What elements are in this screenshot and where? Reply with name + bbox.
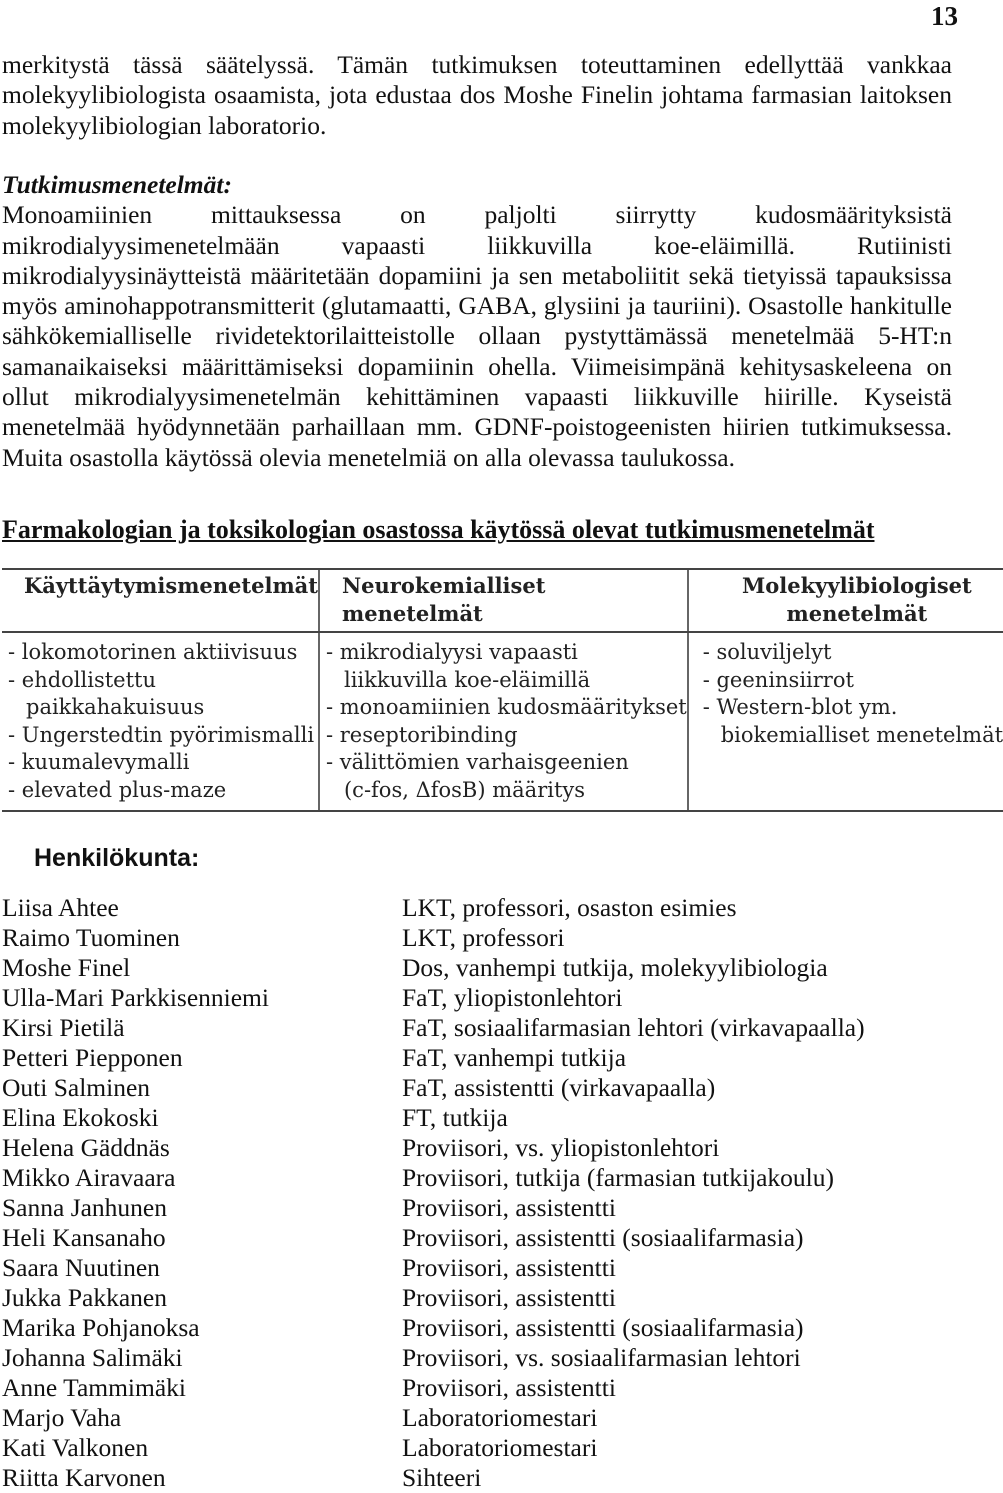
- staff-row: [2, 1433, 952, 1463]
- staff-row: [2, 983, 952, 1013]
- column-header-molecular-line2: menetelmät: [786, 600, 928, 626]
- list-item: - kuumalevymalli: [8, 750, 190, 774]
- staff-name: Heli Kansanaho: [2, 1223, 166, 1252]
- staff-list: [2, 893, 952, 1493]
- staff-row: [2, 1013, 952, 1043]
- staff-title: Laboratoriomestari: [402, 1403, 598, 1432]
- staff-title: Proviisori, assistentti: [402, 1373, 616, 1402]
- staff-title: Proviisori, vs. yliopistonlehtori: [402, 1133, 720, 1162]
- molecular-methods-list: [703, 639, 1003, 749]
- staff-row: [2, 1163, 952, 1193]
- staff-name: Marika Pohjanoksa: [2, 1313, 200, 1342]
- staff-row: [2, 1283, 952, 1313]
- staff-name: Ulla-Mari Parkkisenniemi: [2, 983, 269, 1012]
- column-header-behavioral: Käyttäytymismenetelmät: [2, 569, 319, 632]
- list-item: - mikrodialyysi vapaasti: [325, 640, 578, 664]
- staff-title: Proviisori, vs. sosiaalifarmasian lehtori: [402, 1343, 801, 1372]
- staff-name: Moshe Finel: [2, 953, 131, 982]
- column-cell-molecular: [688, 632, 1003, 811]
- column-header-neurochemical: Neurokemialliset menetelmät: [319, 569, 688, 632]
- staff-row: [2, 893, 952, 923]
- column-cell-neurochemical: [319, 632, 688, 811]
- staff-row: [2, 1133, 952, 1163]
- table-body-row: [2, 632, 1003, 811]
- list-item: biokemialliset menetelmät: [720, 722, 1003, 747]
- page-number: 13: [931, 1, 958, 31]
- list-item: - reseptoribinding: [325, 722, 518, 747]
- neurochemical-methods-list: [326, 639, 687, 804]
- column-header-molecular-line1: Molekyylibiologiset: [742, 573, 972, 598]
- methods-paragraph: [2, 170, 952, 473]
- list-item: paikkahakuisuus: [26, 695, 205, 719]
- staff-name: Marjo Vaha: [2, 1403, 122, 1432]
- table-title: Farmakologian ja toksikologian osastossa käytössä olevat tutkimusmenetelmät: [2, 515, 875, 544]
- list-item: - välittömien varhaisgeenien: [325, 750, 629, 774]
- list-item: liikkuvilla koe-eläimillä: [343, 667, 591, 692]
- list-item: - elevated plus-maze: [8, 777, 227, 802]
- staff-row: [2, 1223, 952, 1253]
- methods-heading: Tutkimusmenetelmät:: [2, 170, 232, 199]
- staff-title: LKT, professori, osaston esimies: [402, 893, 737, 922]
- staff-row: [2, 1073, 952, 1103]
- staff-row: [2, 1103, 952, 1133]
- staff-title: Sihteeri: [402, 1463, 482, 1492]
- staff-row: [2, 1343, 952, 1373]
- column-header-molecular: [688, 569, 1003, 632]
- staff-title: Proviisori, assistentti: [402, 1193, 616, 1222]
- staff-name: Sanna Janhunen: [2, 1193, 168, 1222]
- staff-name: Petteri Piepponen: [2, 1043, 183, 1072]
- list-item: (c-fos, ΔfosB) määritys: [343, 777, 586, 802]
- staff-row: [2, 923, 952, 953]
- staff-heading: Henkilökunta:: [34, 844, 200, 872]
- staff-title: FaT, sosiaalifarmasian lehtori (virkavapaalla): [402, 1013, 865, 1042]
- staff-row: [2, 1193, 952, 1223]
- methods-table: [2, 568, 1003, 812]
- staff-row: [2, 1373, 952, 1403]
- staff-name: Saara Nuutinen: [2, 1253, 160, 1282]
- staff-name: Jukka Pakkanen: [2, 1283, 168, 1312]
- list-item: - lokomotorinen aktiivisuus: [8, 640, 298, 664]
- staff-name: Riitta Karvonen: [2, 1463, 166, 1492]
- methods-text: Monoamiinien mittauksessa on paljolti siirrytty kudosmäärityksistä mikrodialyysimenetelmään vapaasti liikkuvilla koe-eläimillä. Rutiinisti mikrodialyysinäytteistä määritetään dopamiini ja sen metaboliitit sekä tietyissä tapauksissa myös aminohappotransmitterit (glutamaatti, GABA, glysiini ja tauriini). Osastolle hankitulle sähkökemialliselle rividetektorilaitteistolle ollaan pystyttämässä menetelmää 5-HT:n samanaikaiseksi määrittämiseksi dopamiinin ohella. Viimeisimpänä kehitysaskeleena on ollut mikrodialyysimenetelmän kehittäminen vapaasti liikkuville hiirille. Kyseistä menetelmää hyödynnetään parhaillaan mm. GDNF-poistogeenisten hiirien tutkimuksessa. Muita osastolla käytössä olevia menetelmiä on alla olevassa taulukossa.: [2, 200, 952, 472]
- staff-row: [2, 1463, 952, 1493]
- staff-title: LKT, professori: [402, 923, 565, 952]
- staff-name: Johanna Salimäki: [2, 1343, 183, 1372]
- staff-row: [2, 1403, 952, 1433]
- list-item: - ehdollistettu: [8, 667, 157, 692]
- staff-title: Proviisori, assistentti: [402, 1253, 616, 1282]
- staff-title: FT, tutkija: [402, 1103, 508, 1132]
- staff-name: Kati Valkonen: [2, 1433, 149, 1462]
- staff-title: Proviisori, assistentti: [402, 1283, 616, 1312]
- staff-name: Elina Ekokoski: [2, 1103, 159, 1132]
- list-item: - soluviljelyt: [702, 640, 832, 664]
- staff-title: Proviisori, assistentti (sosiaalifarmasia): [402, 1313, 804, 1342]
- staff-name: Anne Tammimäki: [2, 1373, 187, 1402]
- staff-title: Laboratoriomestari: [402, 1433, 598, 1462]
- intro-paragraph: merkitystä tässä säätelyssä. Tämän tutkimuksen toteuttaminen edellyttää vankkaa molekyylibiologista osaamista, jota edustaa dos Moshe Finelin johtama farmasian laitoksen molekyylibiologian laboratorio.: [2, 50, 952, 140]
- staff-title: Proviisori, assistentti (sosiaalifarmasia): [402, 1223, 804, 1252]
- staff-row: [2, 953, 952, 983]
- staff-title: FaT, yliopistonlehtori: [402, 983, 623, 1012]
- behavioral-methods-list: [8, 639, 318, 804]
- column-cell-behavioral: [2, 632, 319, 811]
- staff-name: Liisa Ahtee: [2, 893, 119, 922]
- staff-name: Raimo Tuominen: [2, 923, 180, 952]
- table-header-row: [2, 569, 1003, 632]
- staff-title: Dos, vanhempi tutkija, molekyylibiologia: [402, 953, 828, 982]
- staff-name: Mikko Airavaara: [2, 1163, 176, 1192]
- list-item: - Ungerstedtin pyörimismalli: [8, 722, 315, 747]
- staff-name: Outi Salminen: [2, 1073, 151, 1102]
- staff-name: Kirsi Pietilä: [2, 1013, 125, 1042]
- staff-row: [2, 1253, 952, 1283]
- staff-name: Helena Gäddnäs: [2, 1133, 170, 1162]
- staff-title: FaT, assistentti (virkavapaalla): [402, 1073, 716, 1102]
- staff-title: FaT, vanhempi tutkija: [402, 1043, 627, 1072]
- staff-row: [2, 1313, 952, 1343]
- list-item: - geeninsiirrot: [702, 667, 854, 692]
- list-item: - Western-blot ym.: [702, 695, 898, 719]
- staff-row: [2, 1043, 952, 1073]
- list-item: - monoamiinien kudosmääritykset: [325, 695, 687, 719]
- staff-title: Proviisori, tutkija (farmasian tutkijakoulu): [402, 1163, 835, 1192]
